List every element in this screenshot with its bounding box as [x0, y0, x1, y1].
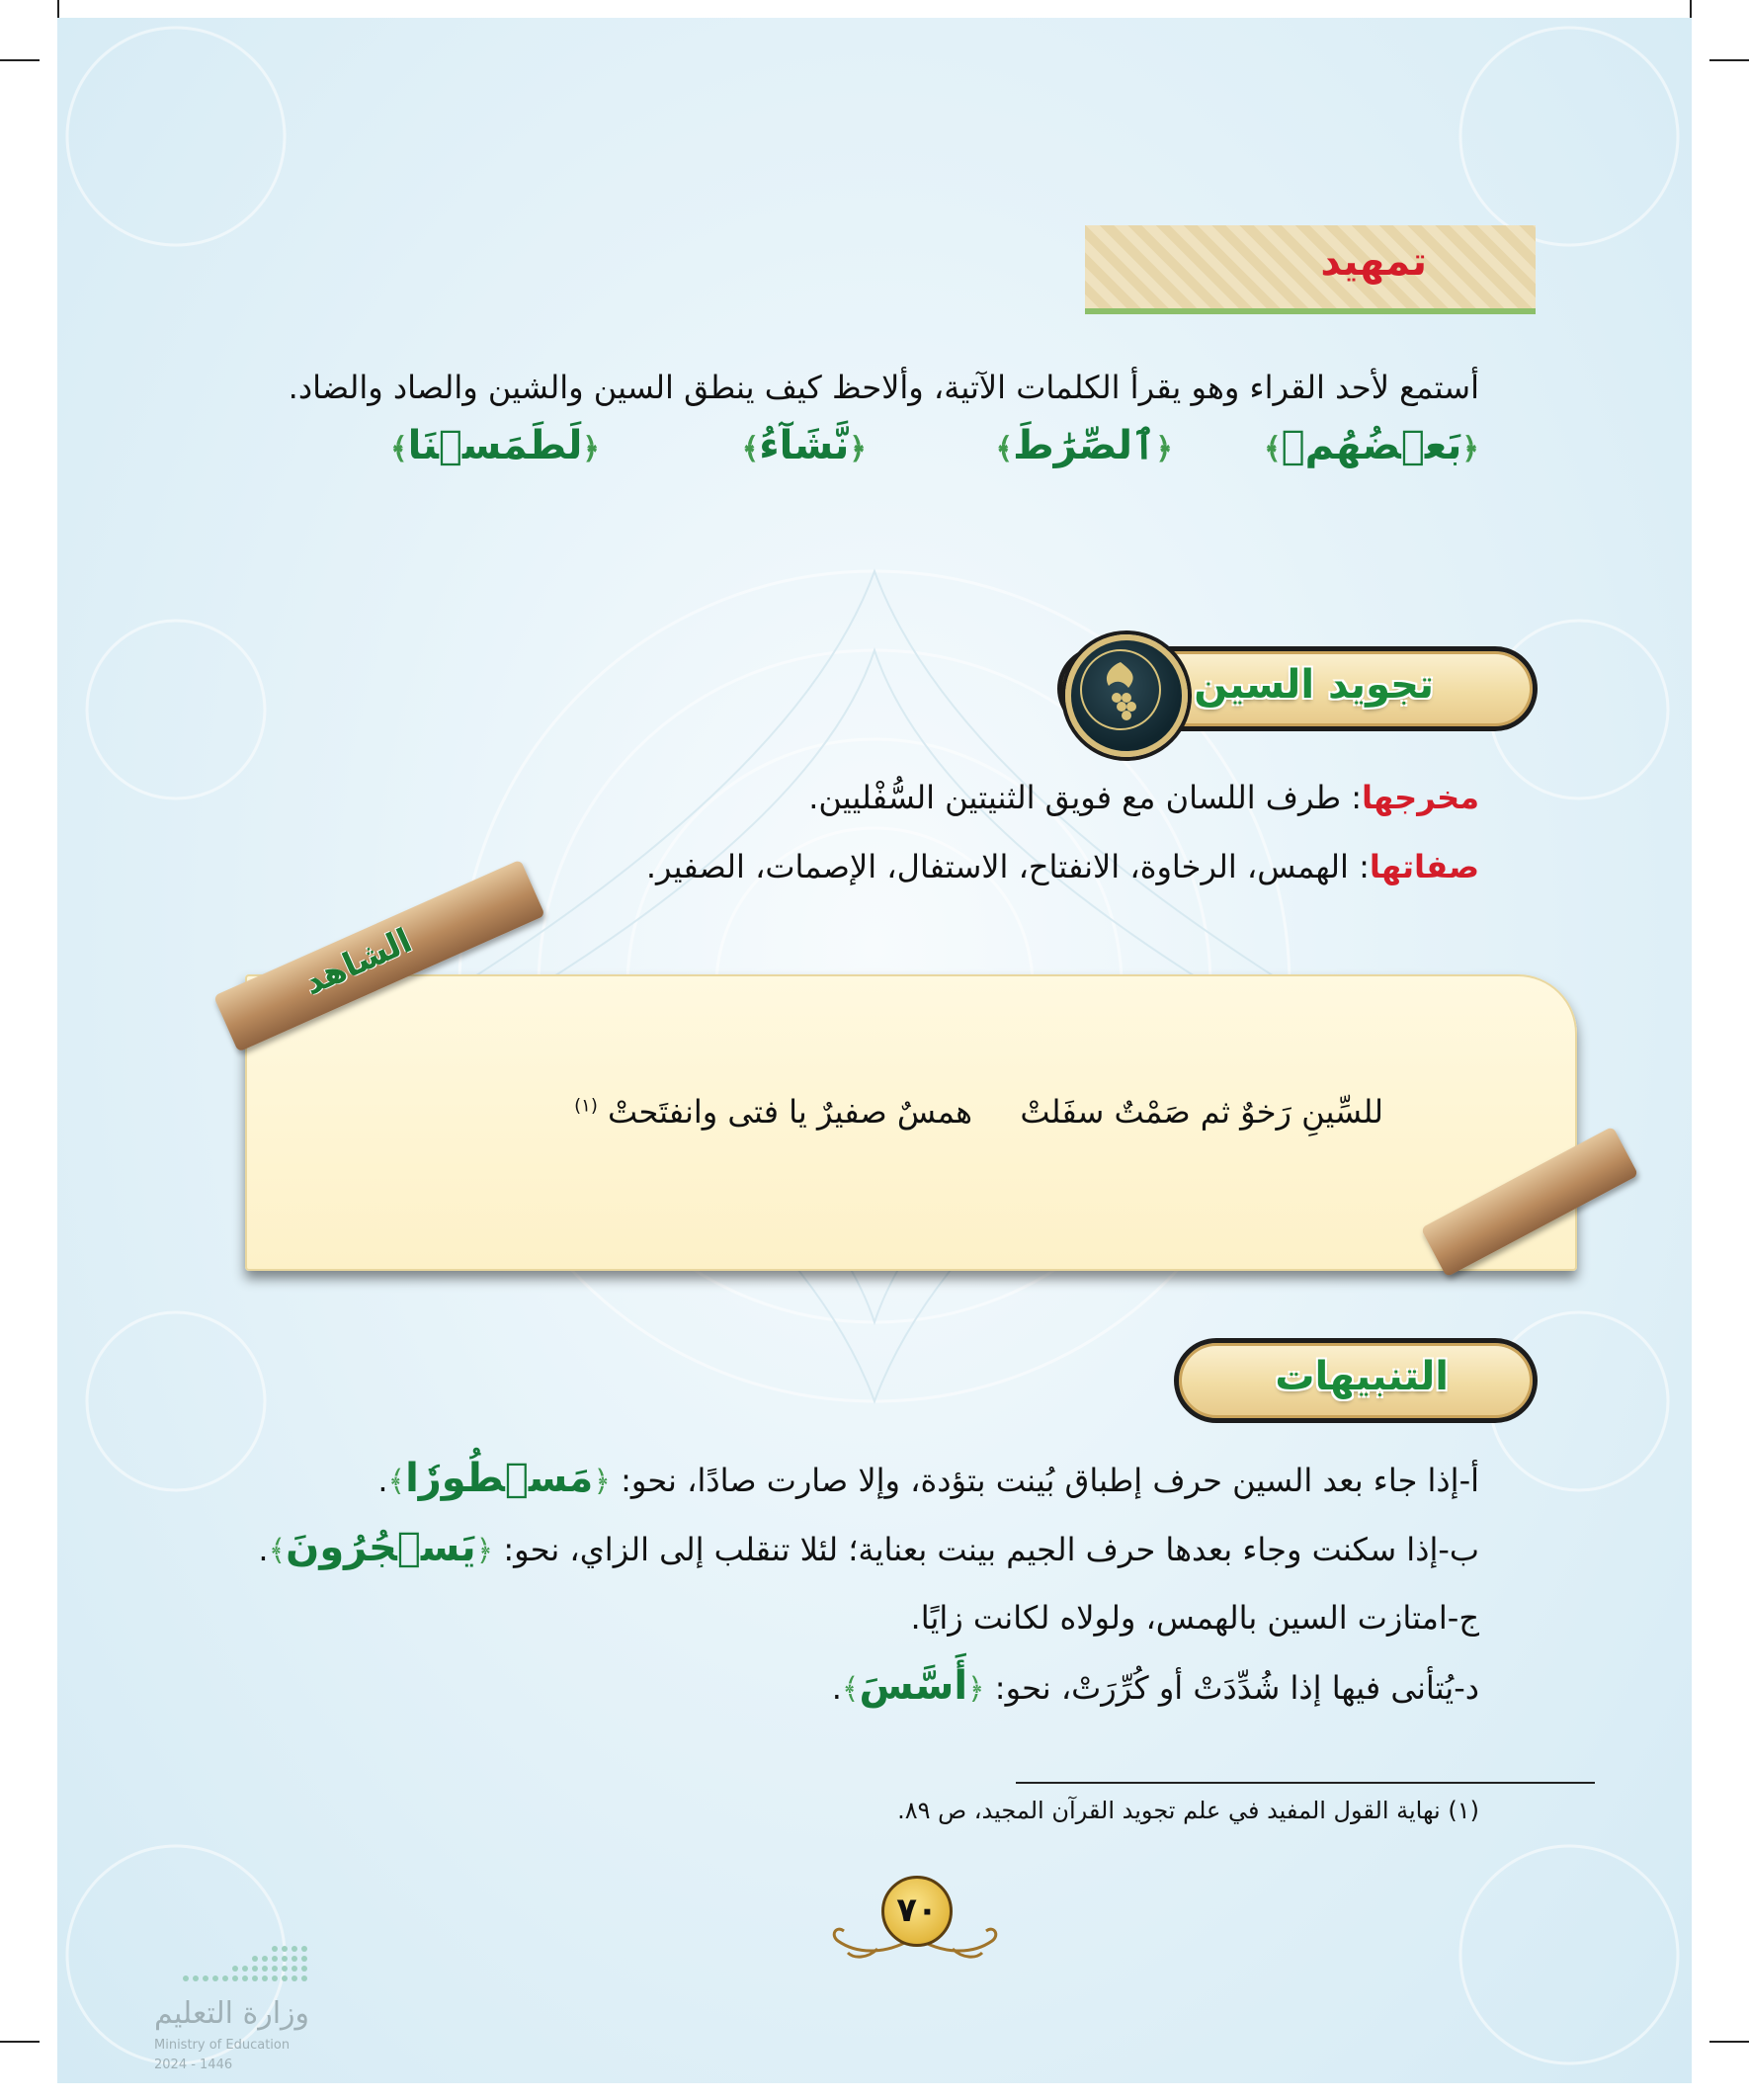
bracket-icon: ﴿: [1155, 432, 1173, 466]
bracket-icon: ﴾: [389, 432, 408, 466]
bracket-icon: ﴿: [1461, 432, 1479, 466]
grape-emblem-icon: [1065, 634, 1188, 757]
sifat-text: : الهمس، الرخاوة، الانفتاح، الاستفال، الإصمات، الصفير.: [645, 848, 1370, 885]
tamheed-title: تمهيد: [1320, 239, 1427, 285]
ministry-name-en: Ministry of Education: [154, 2038, 291, 2053]
crop-mark: [57, 0, 59, 18]
crop-mark: [1709, 59, 1749, 61]
bracket-icon: ﴿: [582, 432, 600, 466]
crop-mark: [1709, 2041, 1749, 2043]
tamheed-banner: [1085, 225, 1536, 314]
sifat-label: صفاتها: [1369, 848, 1479, 885]
bracket-icon: ﴾: [841, 1672, 860, 1707]
crop-mark: [0, 59, 40, 61]
verse-left-text: همسٌ صفيرٌ يا فتى وانفتَحتْ: [608, 1093, 972, 1131]
note-item: ب-إذا سكنت وجاء بعدها حرف الجيم بينت بعناية؛ لئلا تنقلب إلى الزاي، نحو: ﴿يَسۡجُرُونَ﴾.: [258, 1525, 1479, 1570]
quran-words-row: [293, 423, 1479, 492]
footnote-mark: (١): [574, 1095, 598, 1117]
bracket-icon: ﴾: [387, 1465, 406, 1499]
bracket-icon: ﴿: [593, 1465, 611, 1499]
bracket-icon: ﴿: [475, 1534, 494, 1568]
crop-mark: [1690, 0, 1692, 18]
section-title: تجويد السين: [1194, 662, 1434, 708]
bracket-icon: ﴾: [268, 1534, 287, 1568]
ministry-year: 2024 - 1446: [154, 2058, 233, 2072]
page: [57, 18, 1692, 2083]
ministry-name-ar: وزارة التعليم: [154, 1996, 310, 2031]
intro-text: أستمع لأحد القراء وهو يقرأ الكلمات الآتية، وألاحظ كيف ينطق السين والشين والصاد والضاد.: [288, 369, 1479, 406]
shahid-ribbon-label: الشاهد: [297, 920, 418, 1004]
bracket-icon: ﴾: [995, 432, 1014, 466]
section-banner-notes: [1174, 1338, 1538, 1423]
note-item: د-يُتأنى فيها إذا شُدِّدَتْ أو كُرِّرَتْ، نحو: ﴿أَسَّسَ﴾.: [831, 1663, 1479, 1709]
makhraj-line: [808, 779, 1479, 816]
quran-word: ﴿نَّشَآءُ﴾: [741, 423, 867, 468]
bracket-icon: ﴿: [967, 1672, 985, 1707]
bracket-icon: ﴾: [1264, 432, 1282, 466]
makhraj-label: مخرجها: [1362, 779, 1479, 816]
note-item: أ-إذا جاء بعد السين حرف إطباق بُينت بتؤدة، وإلا صارت صادًا، نحو: ﴿مَسۡطُورٗا﴾.: [377, 1456, 1479, 1501]
makhraj-text: : طرف اللسان مع فويق الثنيتين السُّفْليين.: [808, 779, 1363, 816]
bracket-icon: ﴾: [741, 432, 760, 466]
verse-right: للسِّينِ رَخوٌ ثم صَمْتٌ سفَلتْ: [1020, 1093, 1383, 1131]
sifat-line: [646, 848, 1479, 885]
bracket-icon: ﴿: [849, 432, 867, 466]
ministry-logo-icon: [166, 1939, 314, 1998]
quran-word: ﴿بَعۡضُهُمۡ﴾: [1264, 423, 1479, 468]
note-item: ج-امتازت السين بالهمس، ولولاه لكانت زايًا.: [910, 1599, 1479, 1637]
page-number: ٧٠: [881, 1876, 953, 1947]
crop-mark: [0, 2041, 40, 2043]
section-title: التنبيهات: [1275, 1354, 1449, 1399]
footnote-divider: [1016, 1782, 1595, 1784]
footnote: (١) نهاية القول المفيد في علم تجويد القرآن المجيد، ص ٨٩.: [897, 1797, 1479, 1824]
quran-word: ﴿لَطَمَسۡنَا﴾: [389, 423, 600, 468]
verse-left: [574, 1093, 972, 1131]
quran-word: ﴿ٱلصِّرَٰطَ﴾: [995, 423, 1173, 468]
